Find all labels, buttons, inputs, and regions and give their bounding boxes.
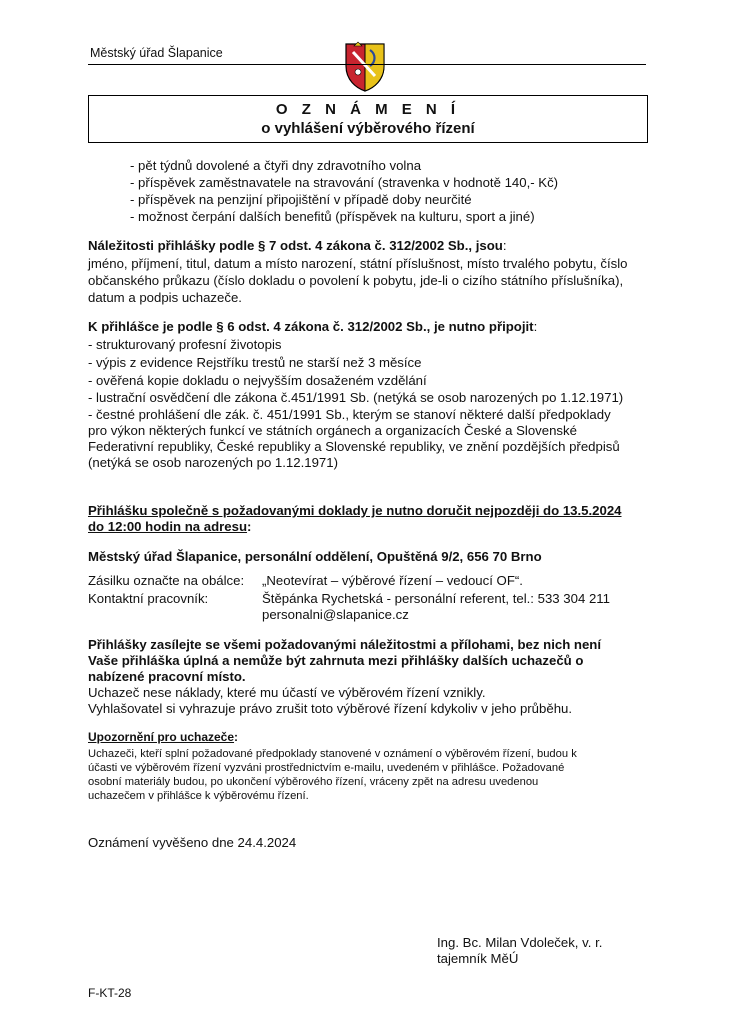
notice-bold-line: Vaše přihláška úplná a nemůže být zahrnuta mezi přihlášky dalších uchazečů o [88,653,584,668]
requirements-line: datum a podpis uchazeče. [88,290,242,305]
envelope-value: „Neotevírat – výběrové řízení – vedoucí OF“. [262,573,523,588]
attachments-heading-colon: : [533,319,538,334]
delivery-deadline: Přihlášku společně s požadovanými doklady je nutno doručit nejpozději do 13.5.2024 [88,503,622,518]
attachment-item: (netýká se osob narozených po 1.12.1971) [88,455,338,470]
benefit-item: - možnost čerpání dalších benefitů (příspěvek na kulturu, sport a jiné) [130,209,535,224]
requirements-line: jméno, příjmení, titul, datum a místo narození, státní příslušnost, místo trvalého pobytu, číslo [88,256,628,271]
notice-line: Vyhlašovatel si vyhrazuje právo zrušit toto výběrové řízení kdykoliv v jeho průběhu. [88,701,573,716]
warning-heading [88,730,238,744]
notice-bold-line: Přihlášky zasílejte se všemi požadovanými náležitostmi a přílohami, bez nich není [88,637,602,652]
attachment-item: - výpis z evidence Rejstříku trestů ne starší než 3 měsíce [88,355,422,370]
warning-heading-colon: : [234,730,239,744]
warning-line: Uchazeči, kteří splní požadované předpoklady stanovené v oznámení o výběrovém řízení, budou k [88,748,577,760]
coat-of-arms-icon [344,40,386,92]
attachment-item: - ověřená kopie dokladu o nejvyšším dosaženém vzdělání [88,373,427,388]
posted-date: Oznámení vyvěšeno dne 24.4.2024 [88,835,297,850]
delivery-address: Městský úřad Šlapanice, personální oddělení, Opuštěná 9/2, 656 70 Brno [88,549,542,564]
title-main: O Z N Á M E N Í [275,101,461,118]
requirements-heading-colon: : [502,238,507,253]
warning-line: osobní materiály budou, po ukončení výběrového řízení, vráceny zpět na adresu uvedenou [88,776,539,788]
contact-value: Štěpánka Rychetská - personální referent, tel.: 533 304 211 [262,591,610,606]
requirements-heading-bold: Náležitosti přihlášky podle § 7 odst. 4 zákona č. 312/2002 Sb., jsou [88,238,503,253]
title-sub: o vyhlášení výběrového řízení [261,120,475,137]
attachment-item: - strukturovaný profesní životopis [88,337,282,352]
envelope-label: Zásilku označte na obálce: [88,573,245,588]
delivery-deadline-time-text: do 12:00 hodin na adresu [88,519,248,534]
title-box [88,95,648,143]
attachment-item: - lustrační osvědčení dle zákona č.451/1991 Sb. (netýká se osob narozených po 1.12.1971) [88,390,624,405]
contact-label: Kontaktní pracovník: [88,591,209,606]
warning-line: uchazečem v přihlášce k výběrovému řízení. [88,790,309,802]
delivery-deadline-colon: : [247,519,252,534]
benefit-item: - pět týdnů dovolené a čtyři dny zdravotního volna [130,158,422,173]
requirements-heading [88,238,507,254]
attachment-item: Federativní republiky, České republiky a Slovenské republiky, ve znění pozdějších předpisů [88,439,620,454]
requirements-line: občanského průkazu (číslo dokladu o povolení k pobytu, jde-li o cizího státního příslušníka), [88,273,624,288]
signature-role: tajemník MěÚ [437,951,519,966]
attachments-heading-bold: K přihlášce je podle § 6 odst. 4 zákona č. 312/2002 Sb., je nutno připojit [88,319,534,334]
contact-email: personalni@slapanice.cz [262,607,409,622]
attachment-item: - čestné prohlášení dle zák. č. 451/1991 Sb., kterým se stanoví některé další předpoklady [88,407,611,422]
organization-name: Městský úřad Šlapanice [90,46,223,60]
warning-line: účasti ve výběrovém řízení vyzváni prostřednictvím e-mailu, uvedeném v přihlášce. Požadované [88,762,565,774]
attachment-item: pro výkon některých funkcí ve státních orgánech a organizacích České a Slovenské [88,423,577,438]
benefit-item: - příspěvek na penzijní připojištění v případě doby neurčité [130,192,472,207]
benefit-item: - příspěvek zaměstnavatele na stravování (stravenka v hodnotě 140,- Kč) [130,175,559,190]
attachments-heading [88,319,537,335]
header-divider [88,64,646,65]
delivery-deadline-time [88,519,251,535]
warning-heading-text: Upozornění pro uchazeče [88,730,235,744]
footer-code: F-KT-28 [88,986,132,1000]
notice-bold-line: nabízené pracovní místo. [88,669,246,684]
signature-name: Ing. Bc. Milan Vdoleček, v. r. [437,935,603,950]
notice-line: Uchazeč nese náklady, které mu účastí ve výběrovém řízení vznikly. [88,685,486,700]
